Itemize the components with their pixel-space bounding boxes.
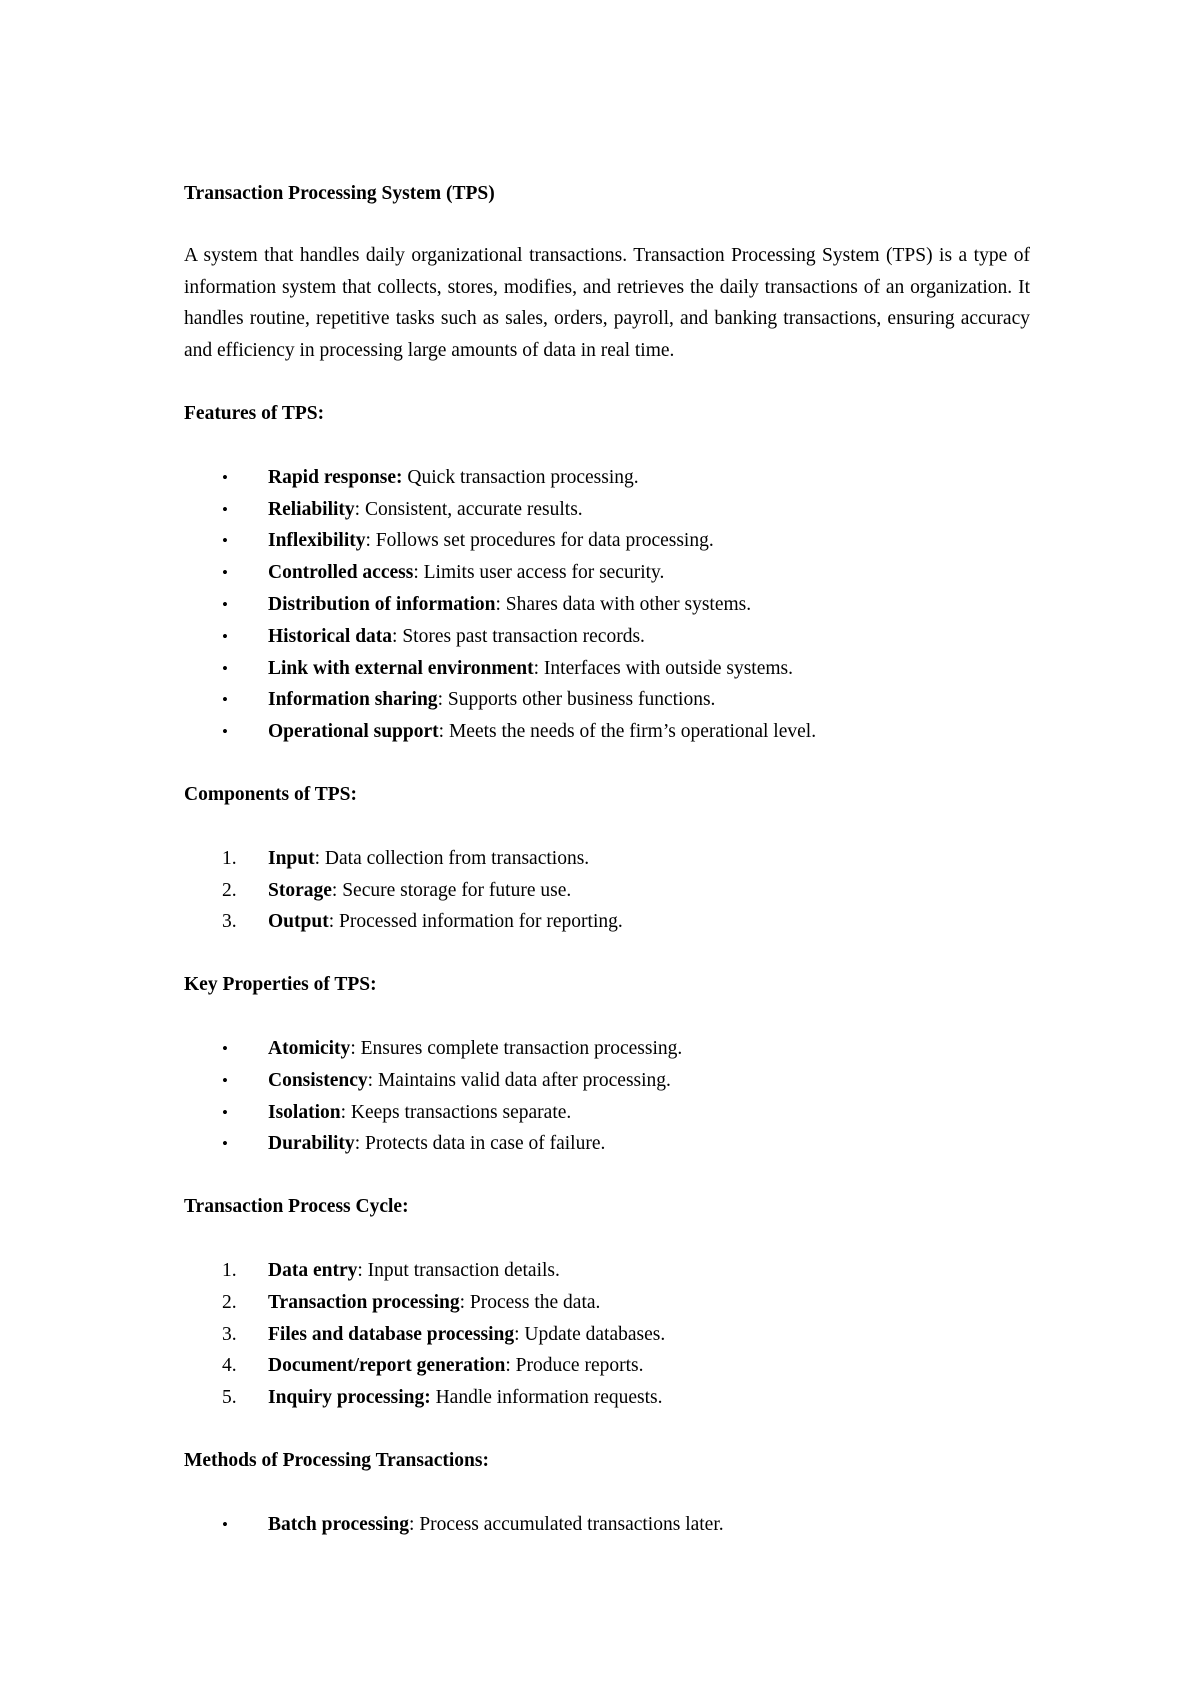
feature-desc: : Stores past transaction records.: [392, 625, 645, 647]
feature-item: [184, 494, 1030, 526]
feature-item: [184, 462, 1030, 494]
cycle-desc: Handle information requests.: [430, 1387, 663, 1409]
feature-desc: Quick transaction processing.: [402, 466, 639, 488]
document-title: Transaction Processing System (TPS): [184, 183, 495, 204]
method-term: Batch processing: [268, 1513, 410, 1535]
list-number: 2.: [222, 879, 237, 901]
methods-heading: Methods of Processing Transactions:: [184, 1449, 489, 1471]
property-item: [184, 1128, 1030, 1160]
feature-term: Information sharing: [268, 689, 438, 711]
property-item: [184, 1097, 1030, 1129]
component-item: [184, 906, 1030, 938]
property-item: [184, 1065, 1030, 1097]
feature-term: Controlled access: [268, 562, 414, 584]
features-heading: Features of TPS:: [184, 402, 325, 424]
features-list: [184, 462, 1030, 748]
properties-heading: Key Properties of TPS:: [184, 974, 377, 996]
cycle-heading: Transaction Process Cycle:: [184, 1196, 409, 1218]
bullet-icon: •: [222, 658, 228, 678]
components-list: [184, 843, 1030, 938]
bullet-icon: •: [222, 467, 228, 487]
bullet-icon: •: [222, 1038, 228, 1058]
intro-paragraph: A system that handles daily organizational transactions. Transaction Processing System (TPS) is a type of information system that collects, stores, modifies, and retrieves the daily transactions of an organization. It handles routine, repetitive tasks such as sales, orders, payroll, and banking transactions, ensuring accuracy and efficiency in processing large amounts of data in real time.: [184, 244, 1030, 362]
component-desc: : Data collection from transactions.: [314, 847, 590, 869]
feature-desc: : Supports other business functions.: [437, 689, 716, 711]
feature-item: [184, 525, 1030, 557]
feature-term: Distribution of information: [268, 593, 496, 615]
property-term: Durability: [268, 1133, 355, 1155]
bullet-icon: •: [222, 1134, 228, 1154]
feature-desc: : Limits user access for security.: [413, 562, 665, 584]
property-desc: : Keeps transactions separate.: [340, 1101, 572, 1123]
bullet-icon: •: [222, 626, 228, 646]
bullet-icon: •: [222, 594, 228, 614]
feature-term: Historical data: [268, 625, 393, 647]
component-item: [184, 843, 1030, 875]
bullet-icon: •: [222, 690, 228, 710]
feature-term: Reliability: [268, 498, 355, 520]
list-number: 1.: [222, 1259, 237, 1281]
methods-list: [184, 1509, 1030, 1541]
method-desc: : Process accumulated transactions later.: [409, 1513, 724, 1535]
feature-term: Operational support: [268, 721, 439, 743]
cycle-item: [184, 1319, 1030, 1351]
list-number: 2.: [222, 1291, 237, 1313]
bullet-icon: •: [222, 1102, 228, 1122]
document-page: [184, 178, 1030, 1541]
feature-desc: : Interfaces with outside systems.: [533, 657, 794, 679]
feature-desc: : Shares data with other systems.: [495, 593, 752, 615]
property-item: [184, 1033, 1030, 1065]
feature-term: Link with external environment: [268, 657, 534, 679]
cycle-item: [184, 1350, 1030, 1382]
property-desc: : Protects data in case of failure.: [354, 1133, 606, 1155]
feature-item: [184, 684, 1030, 716]
feature-desc: : Meets the needs of the firm’s operational level.: [438, 721, 817, 743]
list-number: 4.: [222, 1355, 237, 1377]
cycle-item: [184, 1255, 1030, 1287]
cycle-term: Files and database processing: [268, 1323, 515, 1345]
method-item: [184, 1509, 1030, 1541]
cycle-desc: : Process the data.: [459, 1291, 601, 1313]
cycle-desc: : Update databases.: [514, 1323, 666, 1345]
list-number: 3.: [222, 1323, 237, 1345]
bullet-icon: •: [222, 1514, 228, 1534]
cycle-desc: : Produce reports.: [505, 1355, 644, 1377]
bullet-icon: •: [222, 499, 228, 519]
cycle-item: [184, 1382, 1030, 1414]
list-number: 1.: [222, 847, 237, 869]
list-number: 3.: [222, 911, 237, 933]
cycle-item: [184, 1287, 1030, 1319]
properties-list: [184, 1033, 1030, 1160]
feature-term: Inflexibility: [268, 530, 366, 552]
feature-item: [184, 621, 1030, 653]
property-term: Atomicity: [268, 1037, 351, 1059]
component-desc: : Processed information for reporting.: [328, 911, 623, 933]
feature-item: [184, 653, 1030, 685]
list-number: 5.: [222, 1387, 237, 1409]
property-term: Consistency: [268, 1069, 368, 1091]
cycle-term: Data entry: [268, 1259, 358, 1281]
feature-desc: : Consistent, accurate results.: [354, 498, 583, 520]
bullet-icon: •: [222, 722, 228, 742]
feature-item: [184, 589, 1030, 621]
bullet-icon: •: [222, 563, 228, 583]
component-term: Output: [268, 911, 329, 933]
component-desc: : Secure storage for future use.: [331, 879, 572, 901]
feature-desc: : Follows set procedures for data processing.: [365, 530, 714, 552]
cycle-desc: : Input transaction details.: [357, 1259, 560, 1281]
property-term: Isolation: [268, 1101, 341, 1123]
feature-item: [184, 557, 1030, 589]
feature-item: [184, 716, 1030, 748]
property-desc: : Ensures complete transaction processing.: [350, 1037, 683, 1059]
cycle-term: Transaction processing: [268, 1291, 460, 1313]
component-term: Input: [268, 847, 315, 869]
feature-term: Rapid response:: [268, 466, 403, 488]
components-heading: Components of TPS:: [184, 783, 357, 805]
component-term: Storage: [268, 879, 332, 901]
property-desc: : Maintains valid data after processing.: [367, 1069, 671, 1091]
component-item: [184, 875, 1030, 907]
cycle-term: Document/report generation: [268, 1355, 506, 1377]
cycle-list: [184, 1255, 1030, 1414]
cycle-term: Inquiry processing:: [268, 1387, 431, 1409]
bullet-icon: •: [222, 1070, 228, 1090]
bullet-icon: •: [222, 531, 228, 551]
